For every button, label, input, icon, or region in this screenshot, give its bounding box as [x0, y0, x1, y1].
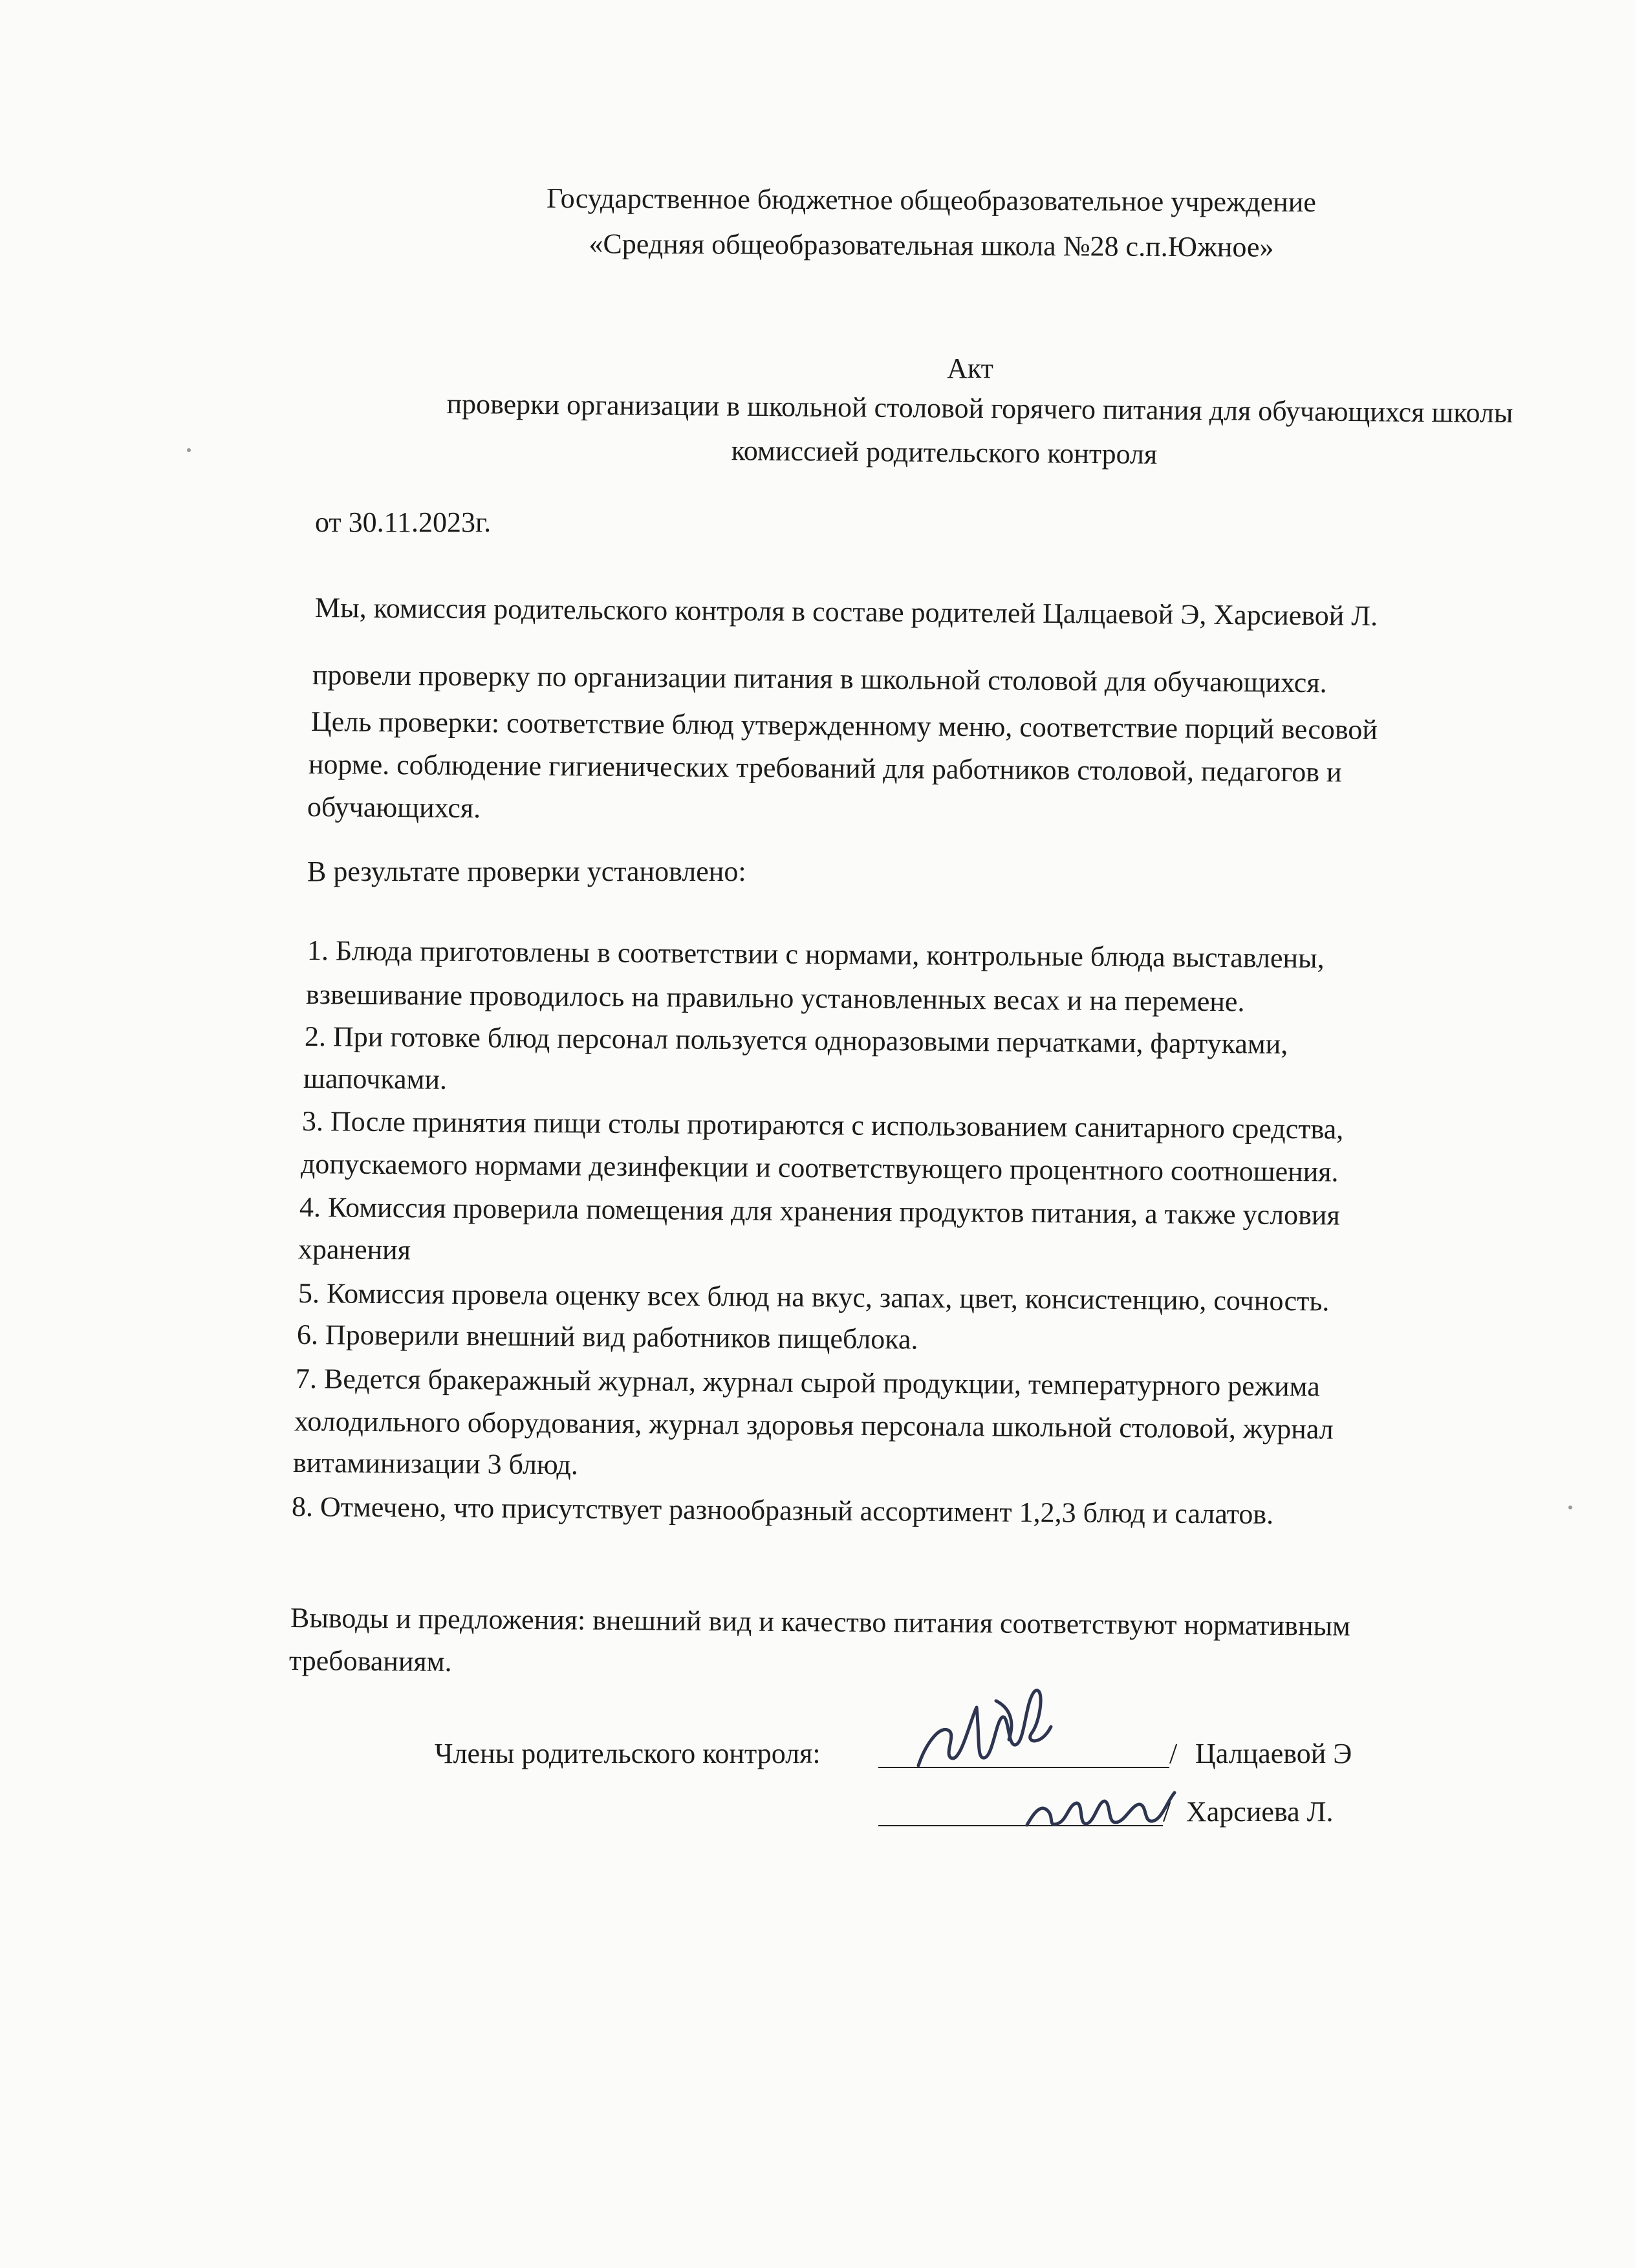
intro-line: Мы, комиссия родительского контроля в составе родителей Цалцаевой Э, Харсиевой Л.: [314, 592, 1378, 632]
intro-line: норме. соблюдение гигиенических требований для работников столовой, педагогов и: [308, 748, 1342, 788]
result-item: шапочками.: [303, 1063, 448, 1096]
signer-1-name: Цалцаевой Э: [1195, 1738, 1352, 1769]
intro-line: Цель проверки: соответствие блюд утвержденному меню, соответствие порций весовой: [310, 706, 1378, 746]
result-item: 2. При готовке блюд персонал пользуется одноразовыми перчатками, фартуками,: [304, 1021, 1288, 1060]
signature-slash-1: /: [1169, 1738, 1178, 1769]
signatures-label: Члены родительского контроля:: [435, 1738, 821, 1769]
scan-speck: [1568, 1506, 1572, 1509]
conclusions-line: требованиям.: [288, 1645, 452, 1678]
handwritten-signature-2: [1022, 1785, 1177, 1837]
signer-2-name: Харсиева Л.: [1186, 1796, 1334, 1828]
result-item: холодильного оборудования, журнал здоровья персонала школьной столовой, журнал: [294, 1405, 1334, 1445]
result-item: 8. Отмечено, что присутствует разнообразный ассортимент 1,2,3 блюд и салатов.: [291, 1491, 1274, 1530]
results-heading: В результате проверки установлено:: [307, 856, 746, 887]
institution-line-1: Государственное бюджетное общеобразовательное учреждение: [547, 182, 1316, 219]
result-item: 3. После принятия пищи столы протираются с использованием санитарного средства,: [301, 1105, 1344, 1145]
document-date: от 30.11.2023г.: [315, 506, 492, 538]
result-item: взвешивание проводилось на правильно установленных весах и на перемене.: [305, 978, 1245, 1018]
conclusions-line: Выводы и предложения: внешний вид и качество питания соответствуют нормативным: [290, 1602, 1351, 1642]
signature-slash-2: /: [1163, 1796, 1171, 1828]
document-subtitle-1: проверки организации в школьной столовой горячего питания для обучающихся школы: [446, 387, 1513, 429]
result-item: 6. Проверили внешний вид работников пищеблока.: [296, 1319, 918, 1355]
result-item: 4. Комиссия проверила помещения для хранения продуктов питания, а также условия: [299, 1191, 1340, 1231]
result-item: 5. Комиссия провела оценку всех блюд на вкус, запах, цвет, консистенцию, сочность.: [298, 1277, 1330, 1317]
result-item: хранения: [298, 1233, 411, 1266]
result-item: витаминизации 3 блюд.: [292, 1447, 579, 1481]
document-subtitle-2: комиссией родительского контроля: [731, 435, 1158, 470]
intro-line: обучающихся.: [307, 791, 481, 825]
scan-speck: [187, 448, 191, 452]
result-item: 7. Ведется бракеражный журнал, журнал сырой продукции, температурного режима: [295, 1363, 1320, 1403]
institution-line-2: «Средняя общеобразовательная школа №28 с.п.Южное»: [589, 228, 1274, 263]
handwritten-signature-1: [912, 1681, 1061, 1778]
document-type: Акт: [947, 352, 993, 384]
result-item: допускаемого нормами дезинфекции и соответствующего процентного соотношения.: [300, 1148, 1339, 1188]
result-item: 1. Блюда приготовлены в соответствии с нормами, контрольные блюда выставлены,: [307, 934, 1325, 975]
intro-line: провели проверку по организации питания в школьной столовой для обучающихся.: [312, 659, 1327, 699]
